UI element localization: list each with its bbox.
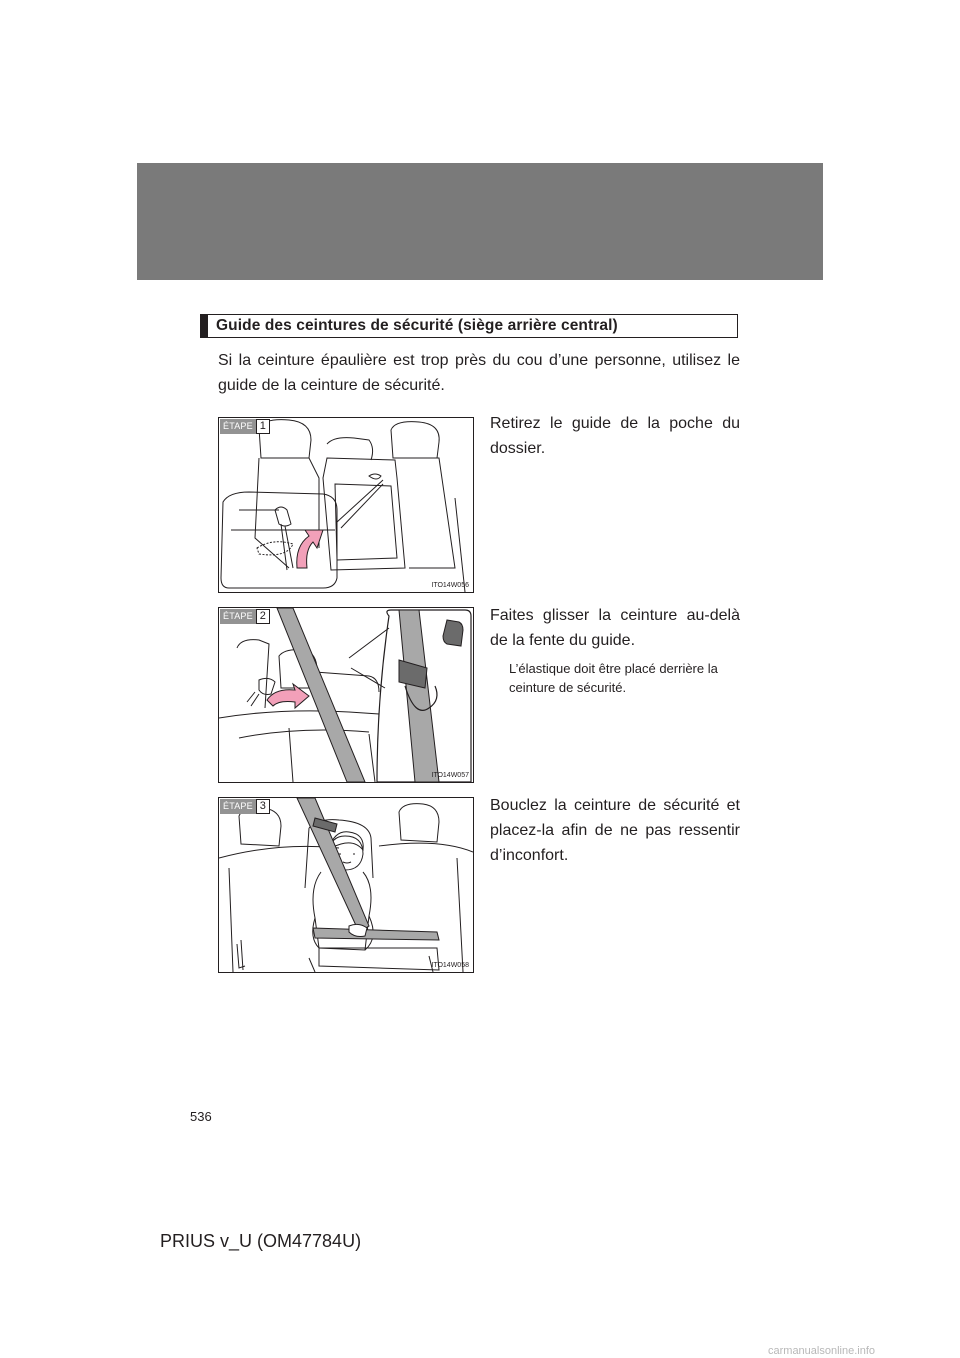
seat-back-pocket-illustration bbox=[219, 418, 473, 592]
child-booster-seat-illustration bbox=[219, 798, 473, 972]
step-badge-label: ÉTAPE bbox=[220, 609, 256, 624]
step-1-badge bbox=[220, 419, 270, 434]
step-2-figure-code: ITO14W057 bbox=[431, 772, 469, 779]
header-band bbox=[137, 163, 823, 280]
step-3-badge bbox=[220, 799, 270, 814]
intro-paragraph: Si la ceinture épaulière est trop près du cou d’une personne, utilisez le guide de la ceinture de sécurité. bbox=[218, 352, 740, 394]
page-number: 536 bbox=[190, 1109, 212, 1124]
step-1-text: Retirez le guide de la poche du dossier. bbox=[490, 415, 740, 457]
step-1-figure bbox=[218, 417, 474, 593]
step-badge-label: ÉTAPE bbox=[220, 419, 256, 434]
belt-guide-slot-illustration bbox=[219, 608, 473, 782]
section-heading-text: Guide des ceintures de sécurité (siège arrière central) bbox=[216, 317, 618, 334]
step-1-figure-code: ITO14W056 bbox=[431, 582, 469, 589]
step-2-figure bbox=[218, 607, 474, 783]
footer-model: PRIUS v_U (OM47784U) bbox=[160, 1231, 362, 1251]
watermark: carmanualsonline.info bbox=[768, 1345, 876, 1357]
heading-marker bbox=[201, 315, 208, 337]
section-heading bbox=[200, 314, 738, 338]
step-3-figure bbox=[218, 797, 474, 973]
step-badge-number: 3 bbox=[256, 799, 270, 814]
step-3-text: Bouclez la ceinture de sécurité et placez-la afin de ne pas ressentir d’inconfort. bbox=[490, 797, 740, 864]
step-2-badge bbox=[220, 609, 270, 624]
step-2-note: L’élastique doit être placé derrière la ceinture de sécurité. bbox=[509, 661, 718, 695]
step-2-text: Faites glisser la ceinture au-delà de la fente du guide. bbox=[490, 607, 740, 649]
step-badge-number: 1 bbox=[256, 419, 270, 434]
step-badge-number: 2 bbox=[256, 609, 270, 624]
step-3-figure-code: ITO14W058 bbox=[431, 962, 469, 969]
step-badge-label: ÉTAPE bbox=[220, 799, 256, 814]
